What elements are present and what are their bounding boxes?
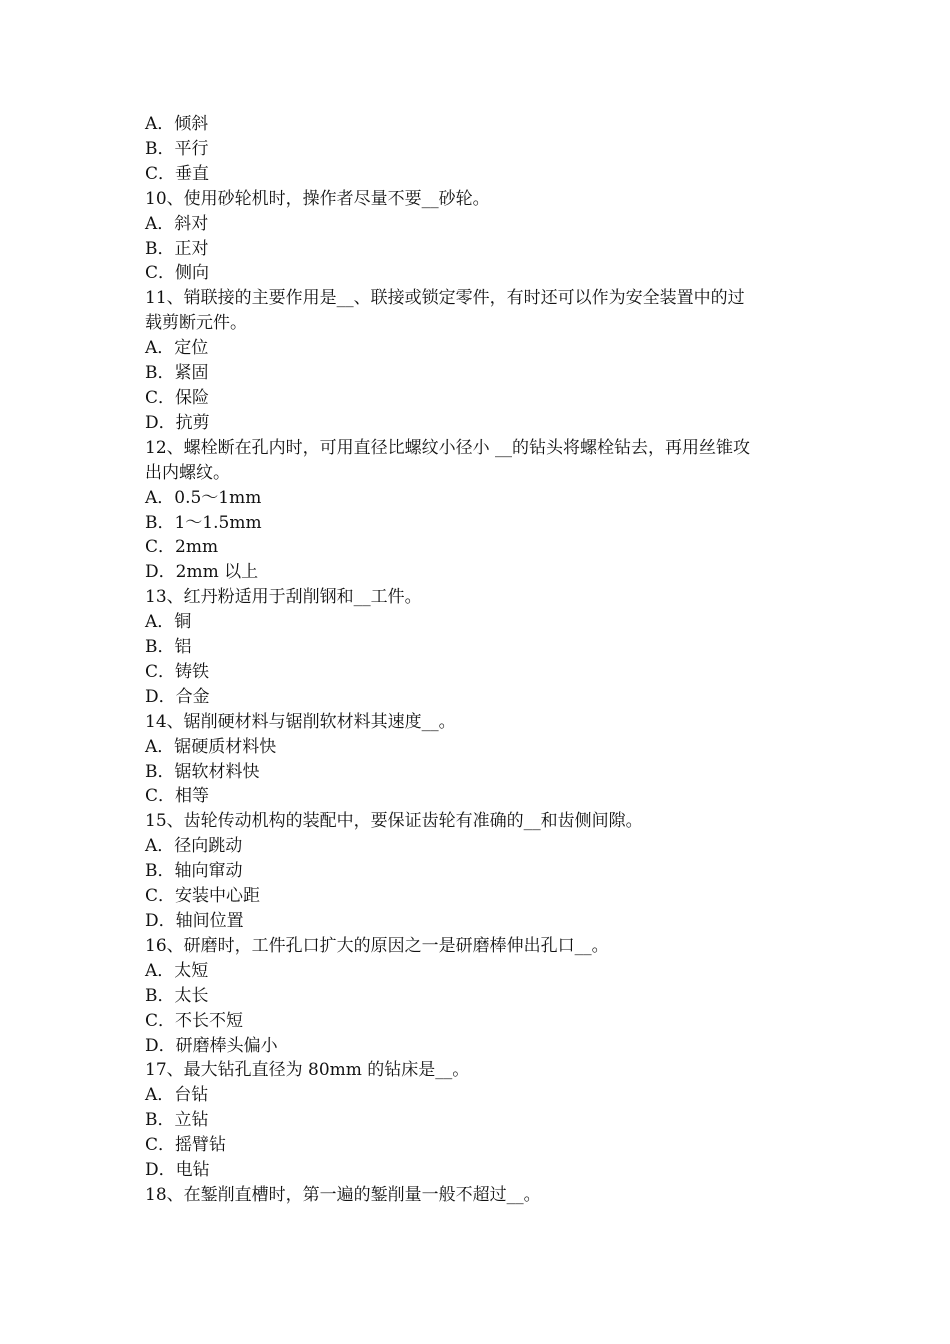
answer-option: A．定位: [145, 338, 209, 359]
answer-option: C．侧向: [145, 263, 210, 284]
answer-option: B．锯软材料快: [145, 761, 260, 782]
question-text: 15、齿轮传动机构的装配中，要保证齿轮有准确的__和齿侧间隙。: [145, 811, 643, 832]
answer-option: A．径向跳动: [145, 836, 243, 857]
question-text: 11、销联接的主要作用是__、联接或锁定零件，有时还可以作为安全装置中的过: [145, 288, 745, 309]
answer-option: C．安装中心距: [145, 886, 261, 907]
answer-option: D．轴间位置: [145, 911, 244, 931]
answer-option: B．平行: [145, 138, 209, 159]
question-text: 13、红丹粉适用于刮削钢和__工件。: [145, 587, 422, 608]
answer-option: A．0.5～1mm: [145, 487, 262, 508]
answer-option: B．太长: [145, 985, 209, 1006]
answer-option: A．锯硬质材料快: [145, 736, 277, 757]
question-text: 出内螺纹。: [145, 462, 230, 483]
answer-option: D．研磨棒头偏小: [145, 1035, 278, 1056]
answer-option: A．斜对: [145, 213, 209, 234]
answer-option: B．1～1.5mm: [145, 512, 262, 533]
answer-option: B．立钻: [145, 1110, 209, 1131]
answer-option: C．保险: [145, 387, 210, 408]
answer-option: D．2mm 以上: [145, 562, 259, 583]
answer-option: B．紧固: [145, 363, 209, 384]
answer-option: A．太短: [145, 960, 209, 981]
question-text: 18、在錾削直槽时，第一遍的錾削量一般不超过__。: [145, 1184, 541, 1205]
answer-option: B．轴向窜动: [145, 861, 243, 882]
answer-option: C．2mm: [145, 537, 219, 558]
question-text: 10、使用砂轮机时，操作者尽量不要__砂轮。: [145, 188, 490, 209]
answer-option: A．倾斜: [145, 114, 209, 134]
answer-option: B．铝: [145, 637, 192, 658]
document-page: [145, 112, 810, 1208]
answer-option: C．铸铁: [145, 661, 210, 682]
answer-option: C．不长不短: [145, 1010, 244, 1031]
answer-option: C．相等: [145, 786, 210, 807]
answer-option: C．摇臂钻: [145, 1135, 227, 1156]
answer-option: D．电钻: [145, 1160, 210, 1181]
answer-option: A．台钻: [145, 1085, 209, 1106]
question-text: 17、最大钻孔直径为 80mm 的钻床是__。: [145, 1060, 470, 1081]
answer-option: D．合金: [145, 686, 210, 707]
question-text: 14、锯削硬材料与锯削软材料其速度__。: [145, 711, 456, 732]
answer-option: B．正对: [145, 238, 209, 259]
answer-option: D．抗剪: [145, 412, 210, 433]
question-text: 12、螺栓断在孔内时，可用直径比螺纹小径小 __的钻头将螺栓钻去，再用丝锥攻: [145, 437, 751, 458]
answer-option: C．垂直: [145, 163, 210, 184]
question-text: 载剪断元件。: [145, 313, 247, 334]
answer-option: A．铜: [145, 612, 192, 633]
question-text: 16、研磨时，工件孔口扩大的原因之一是研磨棒伸出孔口__。: [145, 935, 609, 956]
